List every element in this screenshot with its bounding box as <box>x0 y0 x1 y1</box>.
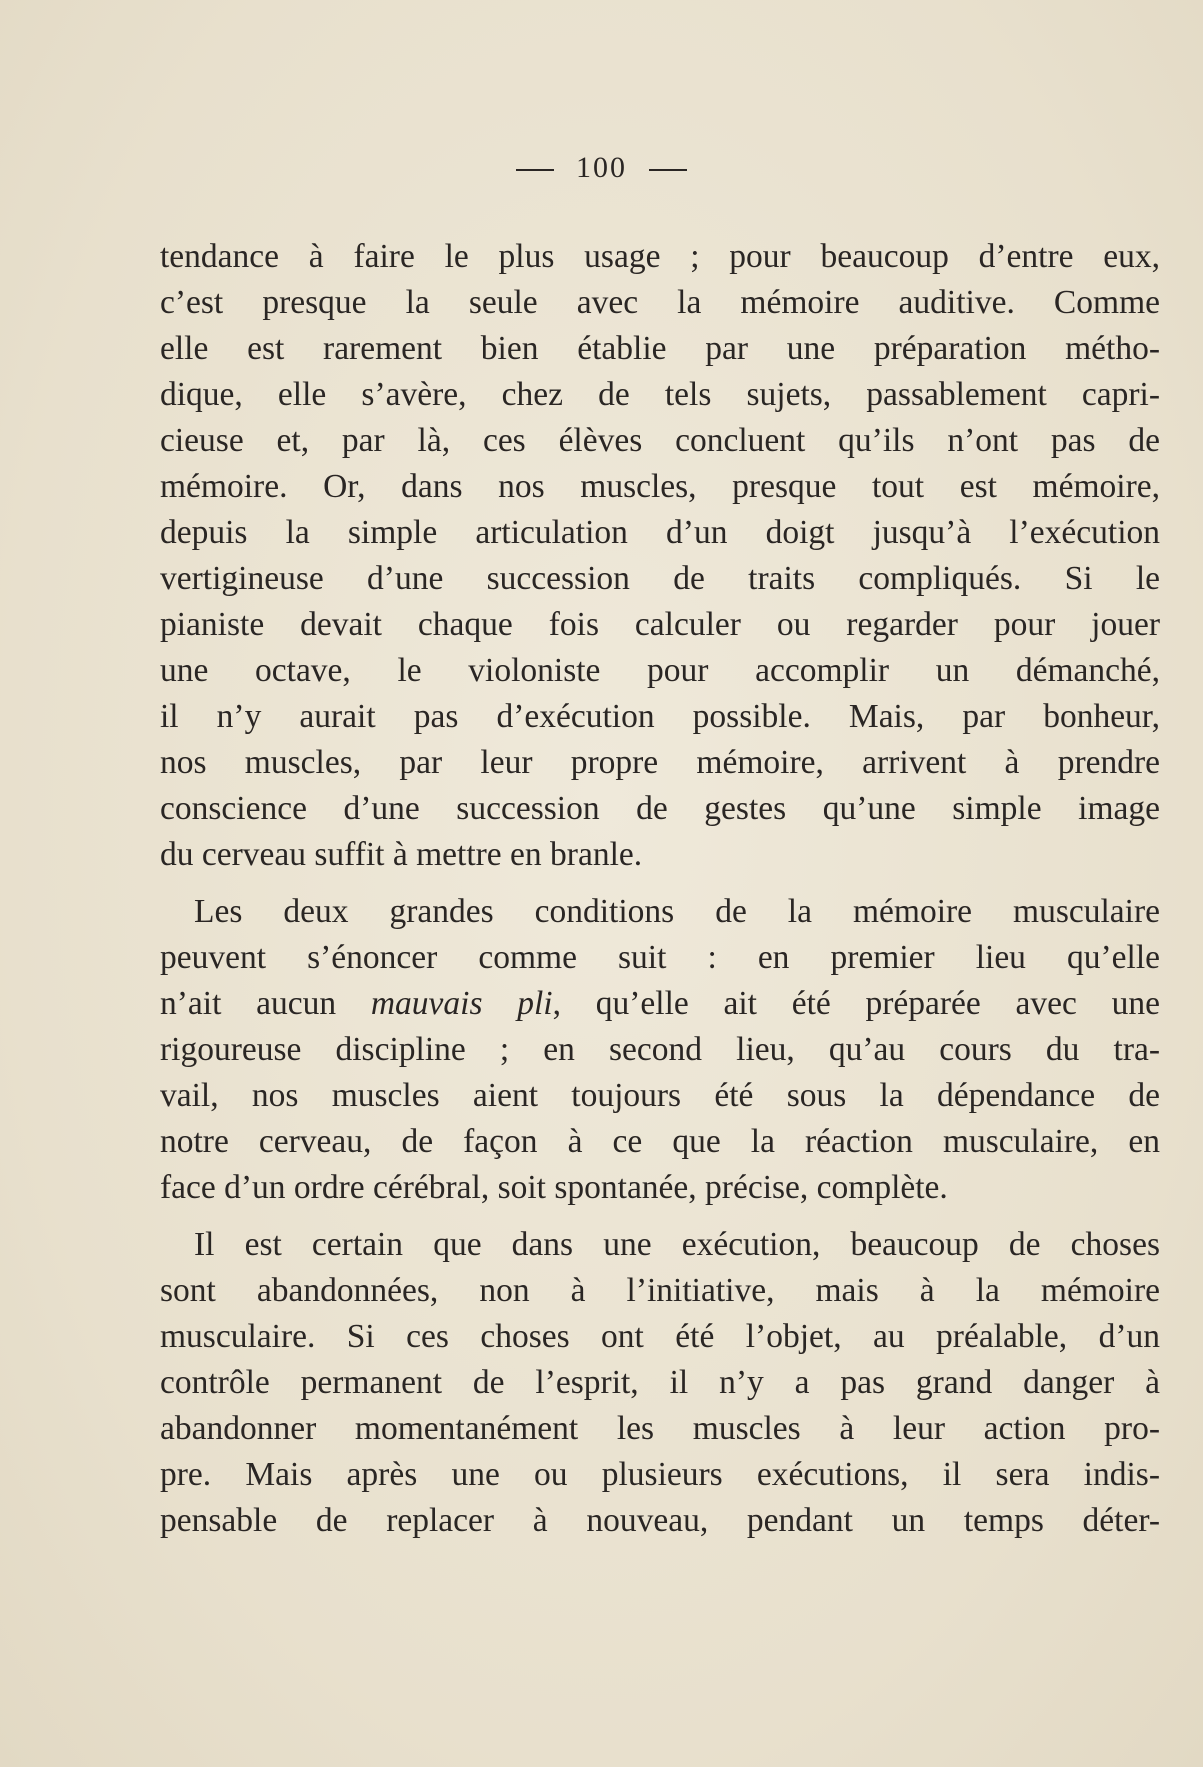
text-line: tendance à faire le plus usage ; pour beaucoup d’entre eux, <box>160 238 1160 275</box>
header-dash-right <box>649 169 687 171</box>
text-line: depuis la simple articulation d’un doigt jusqu’à l’exécution <box>160 514 1160 551</box>
text-line: peuvent s’énoncer comme suit : en premier lieu qu’elle <box>160 939 1160 976</box>
text-line: abandonner momentanément les muscles à leur action pro- <box>160 1410 1160 1447</box>
text-segment: , qu’elle ait été préparée avec une <box>552 985 1160 1022</box>
header-dash-left <box>516 169 554 171</box>
text-line: pensable de replacer à nouveau, pendant un temps déter- <box>160 1502 1160 1539</box>
text-line: pre. Mais après une ou plusieurs exécutions, il sera indis- <box>160 1456 1160 1493</box>
text-line: cieuse et, par là, ces élèves concluent qu’ils n’ont pas de <box>160 422 1160 459</box>
text-line: elle est rarement bien établie par une préparation métho- <box>160 330 1160 367</box>
text-line: c’est presque la seule avec la mémoire auditive. Comme <box>160 284 1160 321</box>
text-line: Il est certain que dans une exécution, beaucoup de choses <box>194 1226 1160 1263</box>
paragraph-1 <box>160 234 1160 878</box>
text-line: une octave, le violoniste pour accomplir un démanché, <box>160 652 1160 689</box>
text-line: il n’y aurait pas d’exécution possible. Mais, par bonheur, <box>160 698 1160 735</box>
text-line-with-italic <box>160 981 1160 1027</box>
body-text <box>160 234 1160 1544</box>
text-line: du cerveau suffit à mettre en branle. <box>160 836 643 873</box>
text-line: conscience d’une succession de gestes qu’une simple image <box>160 790 1160 827</box>
text-line: pianiste devait chaque fois calculer ou regarder pour jouer <box>160 606 1160 643</box>
paragraph-3 <box>160 1222 1160 1544</box>
text-line: vertigineuse d’une succession de traits compliqués. Si le <box>160 560 1160 597</box>
text-line: notre cerveau, de façon à ce que la réaction musculaire, en <box>160 1123 1160 1160</box>
page-number: 100 <box>576 151 627 184</box>
paragraph-2 <box>160 889 1160 1211</box>
text-line: vail, nos muscles aient toujours été sous la dépendance de <box>160 1077 1160 1114</box>
page-header <box>0 148 1203 188</box>
italic-phrase: mauvais pli <box>370 985 553 1022</box>
text-line: face d’un ordre cérébral, soit spontanée, précise, complète. <box>160 1169 948 1206</box>
text-line: sont abandonnées, non à l’initiative, mais à la mémoire <box>160 1272 1160 1309</box>
text-line: Les deux grandes conditions de la mémoire musculaire <box>194 893 1160 930</box>
text-line: dique, elle s’avère, chez de tels sujets, passablement capri- <box>160 376 1160 413</box>
text-segment: n’ait aucun <box>160 985 371 1022</box>
text-line: contrôle permanent de l’esprit, il n’y a pas grand danger à <box>160 1364 1160 1401</box>
text-line: rigoureuse discipline ; en second lieu, qu’au cours du tra- <box>160 1031 1160 1068</box>
text-line: nos muscles, par leur propre mémoire, arrivent à prendre <box>160 744 1160 781</box>
text-line: musculaire. Si ces choses ont été l’objet, au préalable, d’un <box>160 1318 1160 1355</box>
text-line: mémoire. Or, dans nos muscles, presque tout est mémoire, <box>160 468 1160 505</box>
